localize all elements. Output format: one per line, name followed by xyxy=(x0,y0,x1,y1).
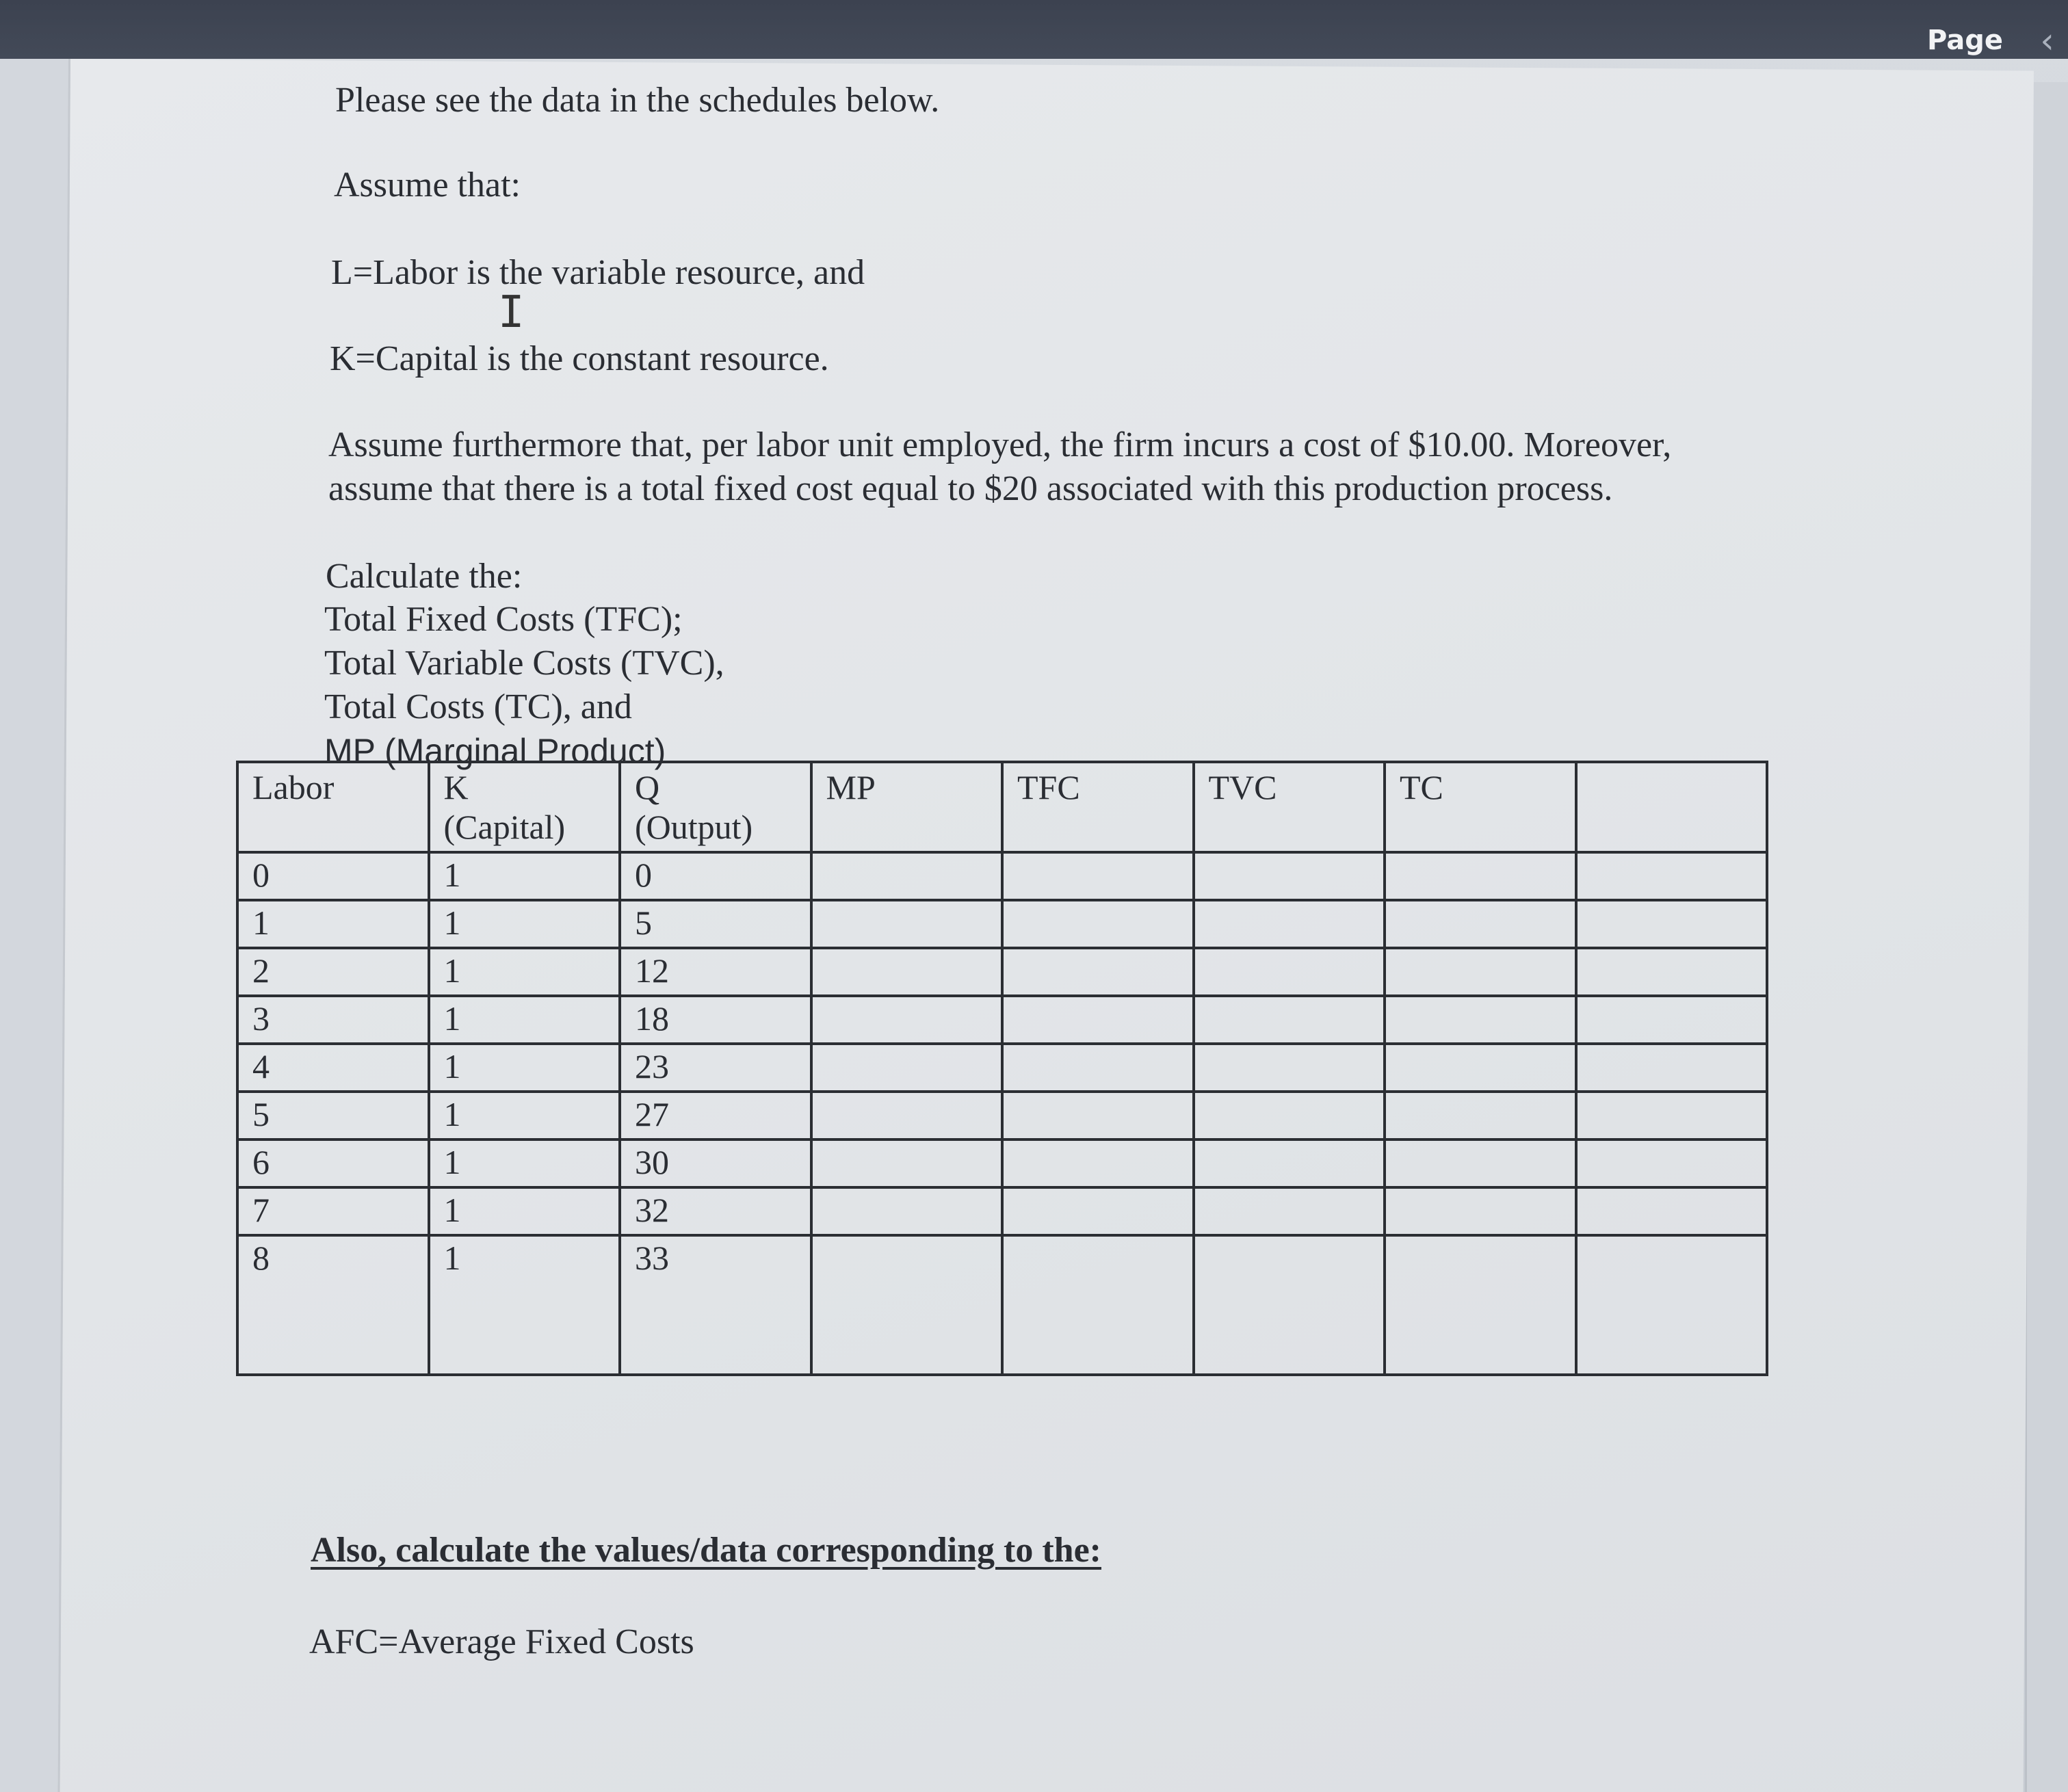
header-mp: MP xyxy=(811,762,1003,852)
cell-mp xyxy=(811,900,1003,948)
cell-mp xyxy=(811,1092,1003,1139)
calculate-list xyxy=(324,598,724,773)
table-row xyxy=(237,1092,1767,1139)
text-cursor-icon: I xyxy=(498,287,525,338)
cell-output: 30 xyxy=(620,1139,811,1187)
cell-tc xyxy=(1385,1139,1576,1187)
cell-blank xyxy=(1576,996,1768,1044)
cell-capital: 1 xyxy=(429,1187,620,1235)
cell-output: 5 xyxy=(620,900,811,948)
cell-mp xyxy=(811,948,1003,996)
cell-blank xyxy=(1576,948,1768,996)
cell-tfc xyxy=(1002,900,1194,948)
cell-labor: 8 xyxy=(237,1235,429,1375)
intro-text: Please see the data in the schedules below. xyxy=(335,81,940,120)
cell-tfc xyxy=(1002,1139,1194,1187)
cell-blank xyxy=(1576,1187,1768,1235)
cell-tvc xyxy=(1194,996,1385,1044)
table-header-row xyxy=(237,762,1767,852)
furthermore-line-2: assume that there is a total fixed cost equal to $20 associated with this production process. xyxy=(328,469,1613,508)
header-blank xyxy=(1576,762,1768,852)
table-row xyxy=(237,852,1767,900)
cell-capital: 1 xyxy=(429,996,620,1044)
header-tfc: TFC xyxy=(1002,762,1194,852)
cell-mp xyxy=(811,1044,1003,1092)
cell-labor: 2 xyxy=(237,948,429,996)
cell-capital: 1 xyxy=(429,1092,620,1139)
cell-output: 33 xyxy=(620,1235,811,1375)
furthermore-line-1: Assume furthermore that, per labor unit employed, the firm incurs a cost of $10.00. Moreover, xyxy=(328,425,1672,464)
cell-tc xyxy=(1385,1092,1576,1139)
cell-tfc xyxy=(1002,1187,1194,1235)
cell-tvc xyxy=(1194,1092,1385,1139)
cell-labor: 1 xyxy=(237,900,429,948)
cell-tfc xyxy=(1002,948,1194,996)
cell-tc xyxy=(1385,948,1576,996)
cell-tc xyxy=(1385,1235,1576,1375)
cell-tc xyxy=(1385,900,1576,948)
cell-mp xyxy=(811,1139,1003,1187)
cell-blank xyxy=(1576,1139,1768,1187)
chevron-left-icon[interactable]: ‹ xyxy=(2040,21,2054,62)
cell-output: 12 xyxy=(620,948,811,996)
assume-text: Assume that: xyxy=(334,166,521,205)
cell-tvc xyxy=(1194,1044,1385,1092)
header-tc: TC xyxy=(1385,762,1576,852)
cell-tvc xyxy=(1194,900,1385,948)
header-capital: K (Capital) xyxy=(429,762,620,852)
cell-tvc xyxy=(1194,1235,1385,1375)
labor-definition: L=Labor is the variable resource, and xyxy=(331,253,865,292)
cell-labor: 4 xyxy=(237,1044,429,1092)
afc-definition: AFC=Average Fixed Costs xyxy=(309,1622,694,1661)
cell-capital: 1 xyxy=(429,1139,620,1187)
cell-tc xyxy=(1385,852,1576,900)
production-schedule-table xyxy=(236,761,1768,1376)
cell-blank xyxy=(1576,1092,1768,1139)
calculate-heading: Calculate the: xyxy=(326,557,523,596)
cell-blank xyxy=(1576,852,1768,900)
cell-output: 0 xyxy=(620,852,811,900)
cell-capital: 1 xyxy=(429,1044,620,1092)
cell-tvc xyxy=(1194,1187,1385,1235)
cell-mp xyxy=(811,996,1003,1044)
cell-labor: 5 xyxy=(237,1092,429,1139)
cell-output: 23 xyxy=(620,1044,811,1092)
calc-item-tfc: Total Fixed Costs (TFC); xyxy=(324,600,683,639)
cell-mp xyxy=(811,1235,1003,1375)
header-output: Q (Output) xyxy=(620,762,811,852)
also-calculate-heading: Also, calculate the values/data corresponding to the: xyxy=(311,1531,1101,1570)
table-row xyxy=(237,1139,1767,1187)
cell-labor: 7 xyxy=(237,1187,429,1235)
cell-mp xyxy=(811,852,1003,900)
table-row xyxy=(237,1235,1767,1375)
calc-item-tvc: Total Variable Costs (TVC), xyxy=(324,644,724,683)
cell-capital: 1 xyxy=(429,900,620,948)
cell-tc xyxy=(1385,1187,1576,1235)
cell-capital: 1 xyxy=(429,1235,620,1375)
header-tvc: TVC xyxy=(1194,762,1385,852)
cell-labor: 3 xyxy=(237,996,429,1044)
cell-tvc xyxy=(1194,948,1385,996)
cell-labor: 0 xyxy=(237,852,429,900)
cell-output: 32 xyxy=(620,1187,811,1235)
cell-output: 27 xyxy=(620,1092,811,1139)
calc-item-tc: Total Costs (TC), and xyxy=(324,687,632,726)
capital-definition: K=Capital is the constant resource. xyxy=(330,339,829,378)
header-labor: Labor xyxy=(237,762,429,852)
table-row xyxy=(237,900,1767,948)
calc-item-mp: MP (Marginal Product) xyxy=(324,732,666,770)
cell-tvc xyxy=(1194,852,1385,900)
cell-blank xyxy=(1576,1235,1768,1375)
cell-output: 18 xyxy=(620,996,811,1044)
cell-tvc xyxy=(1194,1139,1385,1187)
cell-capital: 1 xyxy=(429,948,620,996)
cell-mp xyxy=(811,1187,1003,1235)
cell-tfc xyxy=(1002,996,1194,1044)
page-label[interactable]: Page xyxy=(1927,25,2003,56)
cell-capital: 1 xyxy=(429,852,620,900)
table-row xyxy=(237,1187,1767,1235)
cell-tfc xyxy=(1002,1092,1194,1139)
table-row xyxy=(237,996,1767,1044)
cell-tfc xyxy=(1002,852,1194,900)
cell-labor: 6 xyxy=(237,1139,429,1187)
cell-blank xyxy=(1576,1044,1768,1092)
viewer-toolbar xyxy=(0,0,2068,62)
table-row xyxy=(237,948,1767,996)
cell-tfc xyxy=(1002,1044,1194,1092)
cell-blank xyxy=(1576,900,1768,948)
cell-tc xyxy=(1385,1044,1576,1092)
table-row xyxy=(237,1044,1767,1092)
cell-tc xyxy=(1385,996,1576,1044)
cell-tfc xyxy=(1002,1235,1194,1375)
